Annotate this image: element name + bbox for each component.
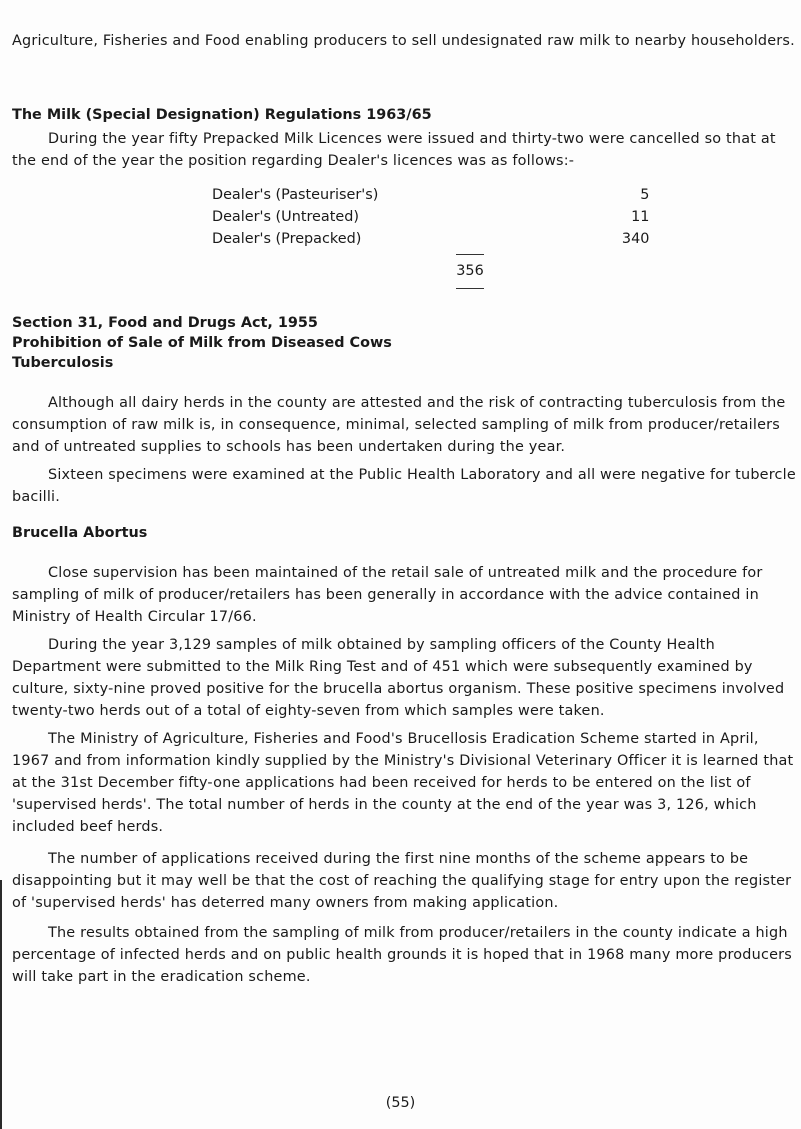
brucella-paragraph-3: The Ministry of Agriculture, Fisheries and Food's Brucellosis Eradication Scheme started in April, 1967 and from information kindly supplied by the Ministry's Divisional Veterinary Officer it is learned that at the 31st December fifty-one applications had been received for herds to be entered on the list of 'supervised herds'. The total number of herds in the county at the end of the year was 3, 126, which included beef herds. bbox=[12, 731, 794, 835]
licence-count: 340 bbox=[621, 231, 650, 247]
binding-edge bbox=[0, 880, 2, 1129]
brucella-paragraph-1: Close supervision has been maintained of the retail sale of untreated milk and the procedure for sampling of milk of producer/retailers has been generally in accordance with the advice contained in Ministry of Health Circular 17/66. bbox=[12, 565, 763, 625]
milk-regulations-heading: The Milk (Special Designation) Regulations 1963/65 bbox=[12, 107, 432, 123]
licence-count: 11 bbox=[631, 209, 650, 225]
licence-row bbox=[212, 206, 649, 228]
licence-total: 356 bbox=[456, 263, 484, 279]
brucella-paragraph-2: During the year 3,129 samples of milk obtained by sampling officers of the County Health Department were submitted to the Milk Ring Test and of 451 which were subsequently examined by culture, sixty-nine proved positive for the brucella abortus organism. These positive specimens involved twenty-two herds out of a total of eighty-seven from which samples were taken. bbox=[12, 637, 785, 719]
brucella-heading: Brucella Abortus bbox=[12, 525, 148, 541]
total-rule-top bbox=[456, 254, 484, 255]
total-rule-bottom bbox=[456, 288, 484, 289]
section31-heading: Section 31, Food and Drugs Act, 1955 bbox=[12, 315, 318, 331]
section31-subheading: Prohibition of Sale of Milk from Diseased Cows bbox=[12, 335, 392, 351]
licence-row bbox=[212, 184, 649, 206]
licence-count: 5 bbox=[640, 187, 650, 203]
licence-label: Dealer's (Pasteuriser's) bbox=[212, 187, 379, 203]
page-number: (55) bbox=[385, 1095, 416, 1111]
licence-row bbox=[212, 228, 649, 250]
tuberculosis-paragraph-1: Although all dairy herds in the county are attested and the risk of contracting tuberculosis from the consumption of raw milk is, in consequence, minimal, selected sampling of milk from producer/retailers and of untreated supplies to schools has been undertaken during the year. bbox=[12, 395, 786, 455]
tuberculosis-heading: Tuberculosis bbox=[12, 355, 114, 371]
licence-label: Dealer's (Untreated) bbox=[212, 209, 359, 225]
tuberculosis-paragraph-2: Sixteen specimens were examined at the Public Health Laboratory and all were negative for tubercle bacilli. bbox=[12, 467, 796, 505]
brucella-paragraph-5: The results obtained from the sampling of milk from producer/retailers in the county indicate a high percentage of infected herds and on public health grounds it is hoped that in 1968 many more producers will take part in the eradication scheme. bbox=[12, 925, 792, 985]
intro-paragraph: Agriculture, Fisheries and Food enabling producers to sell undesignated raw milk to nearby householders. bbox=[12, 33, 795, 49]
licence-table bbox=[212, 184, 649, 250]
licence-label: Dealer's (Prepacked) bbox=[212, 231, 362, 247]
brucella-paragraph-4: The number of applications received during the first nine months of the scheme appears to be disappointing but it may well be that the cost of reaching the qualifying stage for entry upon the register of 'supervised herds' has deterred many owners from making application. bbox=[12, 851, 792, 911]
milk-regulations-paragraph: During the year fifty Prepacked Milk Licences were issued and thirty-two were cancelled so that at the end of the year the position regarding Dealer's licences was as follows:- bbox=[12, 131, 776, 169]
